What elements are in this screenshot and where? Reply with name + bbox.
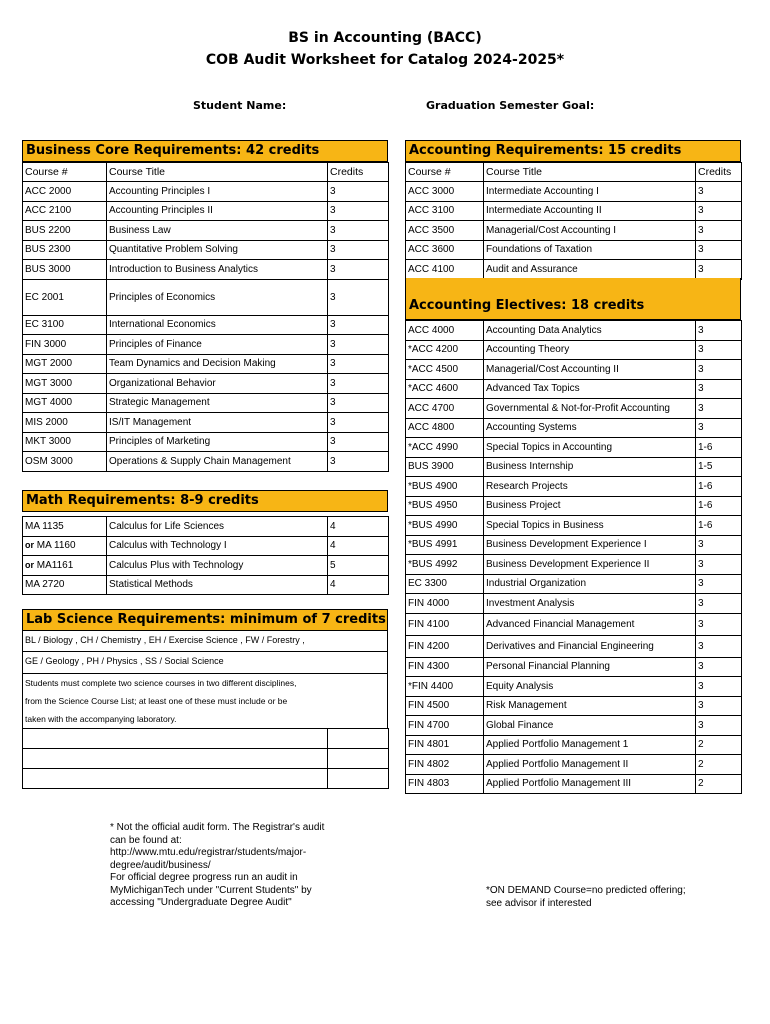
lab-entry-row [23, 729, 389, 749]
table-row [406, 260, 742, 280]
credits-cell: 3 [328, 413, 389, 433]
credits-cell: 4 [328, 536, 389, 556]
credits-cell: 3 [328, 240, 389, 260]
course-title-cell: Business Project [484, 496, 696, 516]
table-row [23, 260, 389, 280]
business-core-heading: Business Core Requirements: 42 credits [22, 140, 388, 162]
column-header-credits: Credits [696, 163, 742, 182]
table-row [406, 418, 742, 438]
course-title-cell: Audit and Assurance [484, 260, 696, 280]
table-row [23, 556, 389, 576]
course-title-cell: Investment Analysis [484, 594, 696, 614]
course-title-cell: Advanced Tax Topics [484, 379, 696, 399]
course-title-cell: Operations & Supply Chain Management [107, 452, 328, 472]
credits-cell: 3 [328, 315, 389, 335]
table-row [23, 413, 389, 433]
course-title-cell: Industrial Organization [484, 574, 696, 594]
course-number-cell: *BUS 4900 [406, 477, 484, 497]
course-title-cell: Applied Portfolio Management II [484, 755, 696, 775]
course-number-cell: ACC 3000 [406, 182, 484, 202]
lab-entry-credits-cell[interactable] [328, 749, 389, 769]
course-number-cell: FIN 4100 [406, 613, 484, 635]
credits-cell: 3 [696, 535, 742, 555]
accounting-requirements-table [405, 162, 742, 280]
course-number-cell: ACC 2100 [23, 201, 107, 221]
table-row [406, 516, 742, 536]
lab-science-note-2: from the Science Course List; at least one of these must include or be [22, 692, 388, 711]
course-number-cell: MGT 3000 [23, 374, 107, 394]
student-name-label: Student Name: [193, 99, 287, 112]
official-audit-footnote [110, 822, 350, 910]
math-table [22, 516, 389, 595]
table-row [406, 735, 742, 755]
course-number-cell: EC 3100 [23, 315, 107, 335]
course-number-cell: FIN 4300 [406, 657, 484, 677]
course-number-text: MA1161 [34, 559, 74, 571]
course-title-cell: International Economics [107, 315, 328, 335]
table-header-row [23, 163, 389, 182]
table-row [23, 335, 389, 355]
credits-cell: 1-6 [696, 496, 742, 516]
footnote-line: see advisor if interested [486, 897, 592, 909]
credits-cell: 3 [696, 201, 742, 221]
column-header-course: Course # [23, 163, 107, 182]
course-number-cell: ACC 4000 [406, 321, 484, 341]
page-title-line1: BS in Accounting (BACC) [288, 30, 482, 46]
table-row [406, 774, 742, 794]
course-number-cell: BUS 3000 [23, 260, 107, 280]
lab-entry-row [23, 749, 389, 769]
credits-cell: 3 [328, 393, 389, 413]
credits-cell: 4 [328, 575, 389, 595]
course-number-text: MA 1160 [34, 540, 76, 552]
course-title-cell: Calculus with Technology I [107, 536, 328, 556]
table-row [406, 555, 742, 575]
lab-entry-course-cell[interactable] [23, 749, 328, 769]
course-number-cell: FIN 4801 [406, 735, 484, 755]
course-title-cell: Principles of Finance [107, 335, 328, 355]
course-title-cell: Accounting Principles I [107, 182, 328, 202]
table-row [23, 517, 389, 537]
lab-entry-credits-cell[interactable] [328, 729, 389, 749]
credits-cell: 3 [328, 260, 389, 280]
credits-cell: 3 [696, 677, 742, 697]
credits-cell: 2 [696, 735, 742, 755]
course-title-cell: Research Projects [484, 477, 696, 497]
course-title-cell: IS/IT Management [107, 413, 328, 433]
table-row [23, 201, 389, 221]
table-row [406, 221, 742, 241]
course-title-cell: Applied Portfolio Management III [484, 774, 696, 794]
credits-cell: 3 [696, 716, 742, 736]
credits-cell: 1-6 [696, 516, 742, 536]
credits-cell: 3 [328, 335, 389, 355]
credits-cell: 3 [696, 613, 742, 635]
course-title-cell: Foundations of Taxation [484, 240, 696, 260]
course-number-cell: *FIN 4400 [406, 677, 484, 697]
course-number-cell: FIN 4200 [406, 635, 484, 657]
math-heading: Math Requirements: 8-9 credits [22, 490, 388, 512]
course-number-cell: ACC 4800 [406, 418, 484, 438]
course-number-cell: *ACC 4200 [406, 340, 484, 360]
course-title-cell: Introduction to Business Analytics [107, 260, 328, 280]
lab-science-entry-table [22, 728, 389, 789]
course-number-cell: MKT 3000 [23, 432, 107, 452]
course-title-cell: Governmental & Not-for-Profit Accounting [484, 399, 696, 419]
footnote-line: For official degree progress run an audit in [110, 872, 298, 883]
table-row [23, 240, 389, 260]
course-number-cell: FIN 3000 [23, 335, 107, 355]
course-number-cell: BUS 2200 [23, 221, 107, 241]
course-title-cell: Managerial/Cost Accounting I [484, 221, 696, 241]
table-row [23, 374, 389, 394]
course-title-cell: Accounting Systems [484, 418, 696, 438]
credits-cell: 3 [328, 279, 389, 315]
course-title-cell: Special Topics in Accounting [484, 438, 696, 458]
credits-cell: 3 [696, 340, 742, 360]
table-row [406, 340, 742, 360]
course-number-cell: *BUS 4992 [406, 555, 484, 575]
table-row [406, 716, 742, 736]
table-row [23, 315, 389, 335]
course-number-cell: *ACC 4600 [406, 379, 484, 399]
credits-cell: 3 [696, 574, 742, 594]
credits-cell: 1-6 [696, 438, 742, 458]
lab-entry-course-cell[interactable] [23, 729, 328, 749]
footnote-line: *ON DEMAND Course=no predicted offering; [486, 885, 686, 896]
course-number-cell: ACC 2000 [23, 182, 107, 202]
course-number-cell [23, 556, 107, 576]
table-row [406, 399, 742, 419]
lab-science-heading: Lab Science Requirements: minimum of 7 credits [22, 609, 388, 631]
credits-cell: 3 [696, 321, 742, 341]
table-row [406, 379, 742, 399]
footnote-line: http://www.mtu.edu/registrar/students/major- [110, 847, 307, 858]
course-number-cell: ACC 3600 [406, 240, 484, 260]
course-title-cell: Risk Management [484, 696, 696, 716]
lab-entry-course-cell[interactable] [23, 769, 328, 789]
column-header-title: Course Title [107, 163, 328, 182]
credits-cell: 3 [696, 555, 742, 575]
table-row [406, 657, 742, 677]
course-number-cell: MGT 2000 [23, 354, 107, 374]
lab-science-note-3: taken with the accompanying laboratory. [22, 711, 388, 728]
credits-cell: 2 [696, 774, 742, 794]
credits-cell: 3 [696, 696, 742, 716]
course-number-cell: OSM 3000 [23, 452, 107, 472]
lab-science-disciplines-2: GE / Geology , PH / Physics , SS / Social Science [22, 651, 388, 673]
course-title-cell: Accounting Theory [484, 340, 696, 360]
credits-cell: 3 [696, 182, 742, 202]
course-number-cell: MIS 2000 [23, 413, 107, 433]
lab-science-disciplines-1: BL / Biology , CH / Chemistry , EH / Exercise Science , FW / Forestry , [22, 631, 388, 651]
course-number-cell: MA 1135 [23, 517, 107, 537]
table-row [406, 201, 742, 221]
course-title-cell: Intermediate Accounting I [484, 182, 696, 202]
course-title-cell: Personal Financial Planning [484, 657, 696, 677]
course-title-cell: Principles of Marketing [107, 432, 328, 452]
footnote-line: can be found at: [110, 834, 182, 846]
course-number-cell: *BUS 4950 [406, 496, 484, 516]
table-row [23, 452, 389, 472]
credits-cell: 3 [696, 418, 742, 438]
course-title-cell: Managerial/Cost Accounting II [484, 360, 696, 380]
credits-cell: 3 [328, 354, 389, 374]
course-title-cell: Calculus for Life Sciences [107, 517, 328, 537]
course-title-cell: Applied Portfolio Management 1 [484, 735, 696, 755]
footnote-line: accessing "Undergraduate Degree Audit" [110, 897, 292, 908]
course-number-cell: BUS 2300 [23, 240, 107, 260]
table-row [23, 575, 389, 595]
graduation-goal-label: Graduation Semester Goal: [426, 99, 595, 112]
course-title-cell: Intermediate Accounting II [484, 201, 696, 221]
credits-cell: 5 [328, 556, 389, 576]
table-row [406, 457, 742, 477]
course-number-cell: *BUS 4990 [406, 516, 484, 536]
lab-entry-credits-cell[interactable] [328, 769, 389, 789]
business-core-table [22, 162, 389, 472]
credits-cell: 3 [328, 452, 389, 472]
course-number-cell: *ACC 4990 [406, 438, 484, 458]
course-title-cell: Strategic Management [107, 393, 328, 413]
table-row [406, 535, 742, 555]
course-number-cell: FIN 4000 [406, 594, 484, 614]
lab-science-note-1: Students must complete two science courses in two different disciplines, [22, 673, 388, 692]
credits-cell: 3 [696, 379, 742, 399]
course-title-cell: Statistical Methods [107, 575, 328, 595]
table-row [23, 279, 389, 315]
credits-cell: 3 [696, 260, 742, 280]
table-row [406, 182, 742, 202]
column-header-title: Course Title [484, 163, 696, 182]
credits-cell: 3 [328, 374, 389, 394]
accounting-electives-table [405, 320, 742, 794]
table-row [406, 360, 742, 380]
course-number-cell: MA 2720 [23, 575, 107, 595]
credits-cell: 1-6 [696, 477, 742, 497]
table-row [406, 496, 742, 516]
course-title-cell: Business Law [107, 221, 328, 241]
table-row [23, 432, 389, 452]
course-title-cell: Principles of Economics [107, 279, 328, 315]
course-title-cell: Team Dynamics and Decision Making [107, 354, 328, 374]
course-title-cell: Derivatives and Financial Engineering [484, 635, 696, 657]
course-title-cell: Accounting Data Analytics [484, 321, 696, 341]
course-number-cell: EC 2001 [23, 279, 107, 315]
course-number-cell: MGT 4000 [23, 393, 107, 413]
table-row [23, 182, 389, 202]
table-row [406, 635, 742, 657]
course-title-cell: Business Internship [484, 457, 696, 477]
footnote-line: MyMichiganTech under "Current Students" by [110, 884, 312, 896]
table-row [406, 574, 742, 594]
credits-cell: 3 [696, 594, 742, 614]
credits-cell: 3 [328, 221, 389, 241]
or-label: or [25, 559, 34, 570]
credits-cell: 3 [328, 432, 389, 452]
credits-cell: 3 [696, 657, 742, 677]
table-row [23, 393, 389, 413]
course-number-cell: FIN 4803 [406, 774, 484, 794]
lab-entry-row [23, 769, 389, 789]
credits-cell: 3 [696, 360, 742, 380]
page-title-line2: COB Audit Worksheet for Catalog 2024-2025* [205, 52, 565, 68]
credits-cell: 3 [328, 182, 389, 202]
accounting-requirements-heading: Accounting Requirements: 15 credits [405, 140, 741, 162]
table-row [406, 594, 742, 614]
credits-cell: 1-5 [696, 457, 742, 477]
table-row [23, 536, 389, 556]
table-row [406, 696, 742, 716]
course-title-cell: Special Topics in Business [484, 516, 696, 536]
column-header-credits: Credits [328, 163, 389, 182]
table-row [406, 240, 742, 260]
table-row [406, 755, 742, 775]
credits-cell: 3 [696, 635, 742, 657]
course-number-cell [23, 536, 107, 556]
course-number-cell: FIN 4802 [406, 755, 484, 775]
on-demand-footnote [486, 885, 716, 910]
course-title-cell: Advanced Financial Management [484, 613, 696, 635]
course-title-cell: Business Development Experience II [484, 555, 696, 575]
course-number-cell: FIN 4700 [406, 716, 484, 736]
course-number-cell: ACC 3500 [406, 221, 484, 241]
course-title-cell: Equity Analysis [484, 677, 696, 697]
table-row [406, 613, 742, 635]
course-number-cell: *ACC 4500 [406, 360, 484, 380]
table-row [406, 477, 742, 497]
course-title-cell: Organizational Behavior [107, 374, 328, 394]
accounting-electives-heading: Accounting Electives: 18 credits [405, 278, 741, 320]
table-row [23, 354, 389, 374]
course-title-cell: Calculus Plus with Technology [107, 556, 328, 576]
course-number-cell: *BUS 4991 [406, 535, 484, 555]
or-label: or [25, 540, 34, 551]
credits-cell: 2 [696, 755, 742, 775]
course-title-cell: Business Development Experience I [484, 535, 696, 555]
credits-cell: 3 [696, 240, 742, 260]
course-number-cell: ACC 3100 [406, 201, 484, 221]
table-row [406, 438, 742, 458]
course-number-cell: ACC 4100 [406, 260, 484, 280]
credits-cell: 3 [696, 221, 742, 241]
course-title-cell: Quantitative Problem Solving [107, 240, 328, 260]
credits-cell: 3 [696, 399, 742, 419]
footnote-line: degree/audit/business/ [110, 859, 211, 871]
table-row [406, 677, 742, 697]
footnote-line: * Not the official audit form. The Registrar's audit [110, 822, 325, 833]
table-row [23, 221, 389, 241]
course-title-cell: Global Finance [484, 716, 696, 736]
course-number-cell: FIN 4500 [406, 696, 484, 716]
credits-cell: 3 [328, 201, 389, 221]
course-number-cell: ACC 4700 [406, 399, 484, 419]
course-number-cell: BUS 3900 [406, 457, 484, 477]
column-header-course: Course # [406, 163, 484, 182]
course-number-cell: EC 3300 [406, 574, 484, 594]
credits-cell: 4 [328, 517, 389, 537]
course-title-cell: Accounting Principles II [107, 201, 328, 221]
table-row [406, 321, 742, 341]
table-header-row [406, 163, 742, 182]
